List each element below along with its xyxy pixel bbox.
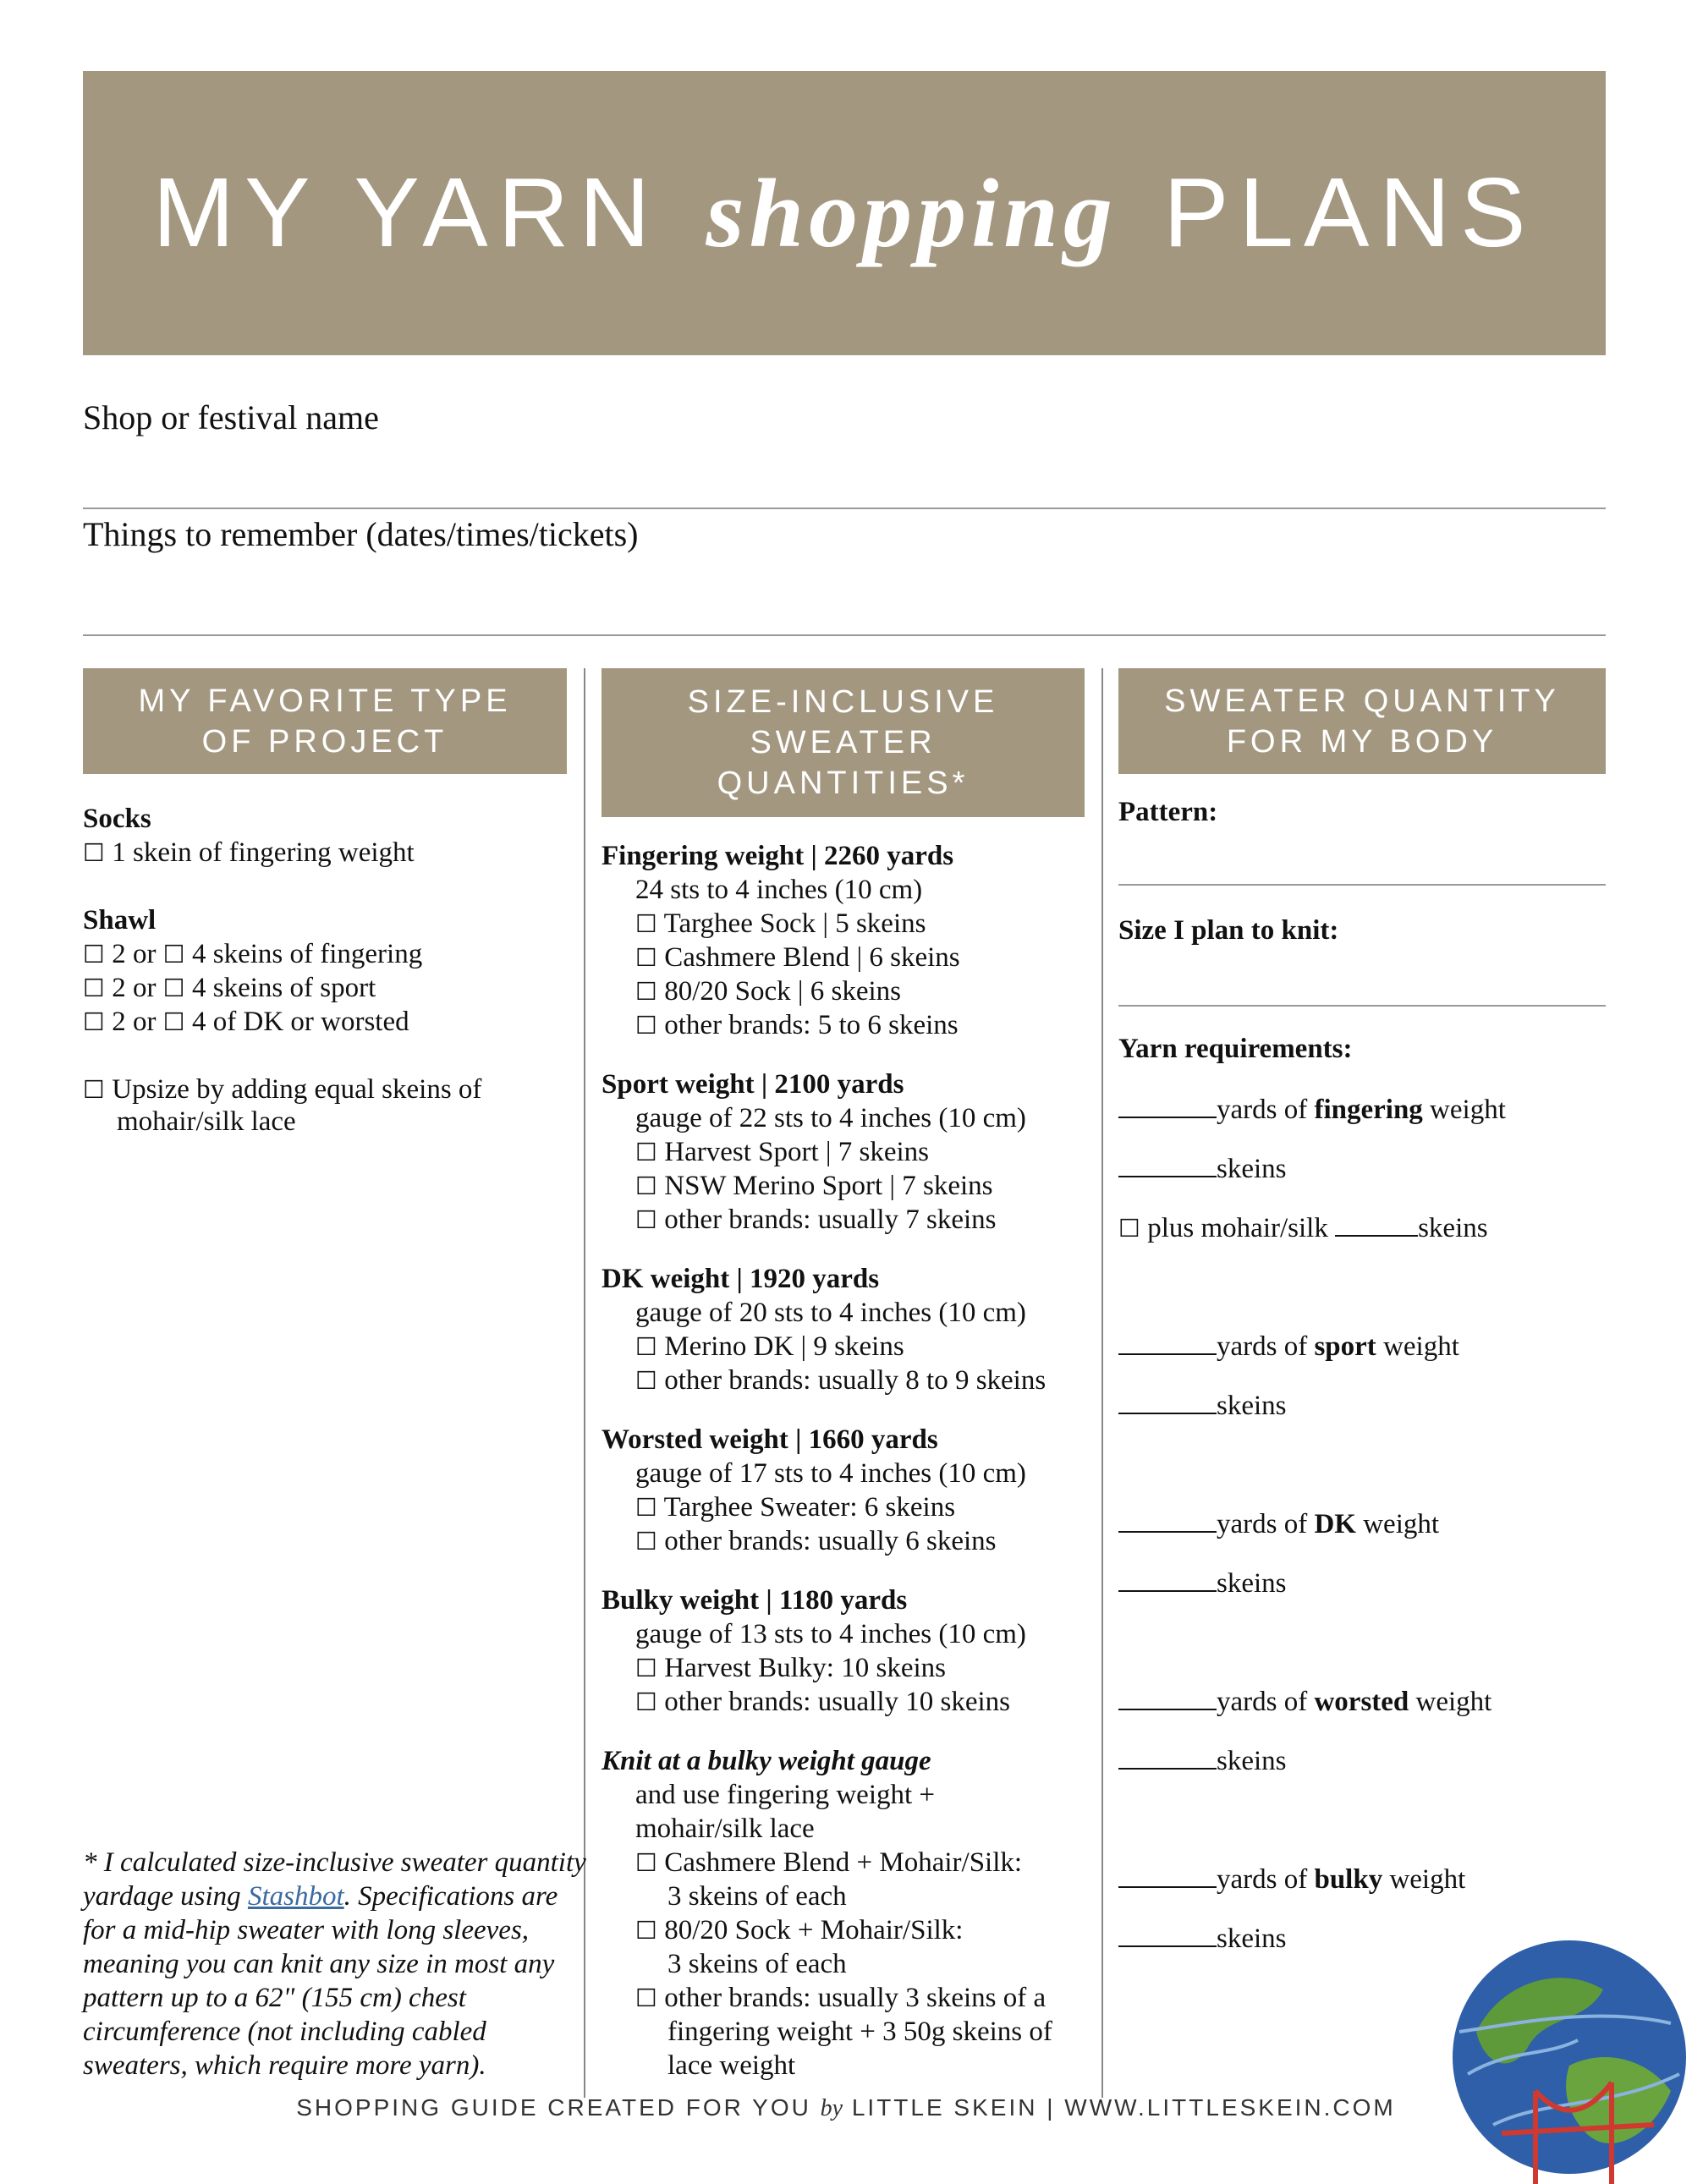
item-label: other brands: 5 to 6 skeins	[664, 1010, 959, 1040]
skeins-word: skeins	[1217, 1568, 1287, 1599]
bulky-title: Bulky weight | 1180 yards	[602, 1585, 908, 1616]
socks-option-label: 1 skein of fingering weight	[112, 837, 415, 868]
title-script-word: shopping	[706, 160, 1118, 268]
item-label-cont: lace weight	[667, 2050, 796, 2081]
size-inclusive-heading	[602, 668, 1085, 817]
shawl-title: Shawl	[83, 905, 157, 936]
yards-of-text: yards of	[1217, 1687, 1308, 1717]
weight-word: weight	[1415, 1687, 1492, 1717]
checkbox-icon[interactable]: ☐	[635, 1527, 657, 1556]
weight-name: bulky	[1314, 1864, 1383, 1895]
size-inclusive-list	[602, 839, 1052, 2082]
pattern-line[interactable]	[1118, 884, 1606, 886]
checkbox-icon[interactable]: ☐	[635, 909, 657, 938]
footnote-text-1: * I calculated size-inclusive sweater quantity yardage using	[83, 1847, 586, 1912]
bulky-item[interactable]	[602, 1685, 1052, 1719]
fingering-item[interactable]	[602, 1008, 1052, 1042]
yarn-req-label: Yarn requirements:	[1118, 1034, 1353, 1064]
fingering-gauge: 24 sts to 4 inches (10 cm)	[635, 875, 923, 905]
weight-name: sport	[1314, 1331, 1376, 1362]
checkbox-icon[interactable]: ☐	[635, 943, 657, 972]
checkbox-icon[interactable]: ☐	[162, 974, 185, 1002]
column-divider-2	[1101, 668, 1103, 2098]
checkbox-icon[interactable]: ☐	[83, 1007, 105, 1036]
item-label: other brands: usually 8 to 9 skeins	[664, 1365, 1047, 1396]
checkbox-icon[interactable]: ☐	[83, 838, 105, 867]
checkbox-icon[interactable]: ☐	[635, 1984, 657, 2012]
weight-name: worsted	[1314, 1687, 1409, 1717]
checkbox-icon[interactable]: ☐	[635, 1916, 657, 1945]
checkbox-icon[interactable]: ☐	[635, 1138, 657, 1166]
worsted-gauge: gauge of 17 sts to 4 inches (10 cm)	[635, 1458, 1026, 1489]
fingering-yards-line[interactable]	[1118, 1091, 1506, 1127]
dk-gauge: gauge of 20 sts to 4 inches (10 cm)	[635, 1298, 1026, 1328]
size-label: Size I plan to knit:	[1118, 915, 1339, 946]
weight-word: weight	[1363, 1509, 1440, 1539]
footer-by: by	[820, 2095, 843, 2121]
checkbox-icon[interactable]: ☐	[162, 1007, 185, 1036]
globe-yarn-icon	[1442, 1930, 1692, 2184]
option-text: 4 of DK or worsted	[192, 1007, 409, 1037]
page-title	[153, 156, 1536, 271]
checkbox-icon[interactable]: ☐	[83, 1075, 105, 1104]
item-label-cont: 3 skeins of each	[667, 1881, 847, 1912]
upsize-option[interactable]	[83, 1073, 481, 1106]
knit-item[interactable]	[602, 1981, 1052, 2015]
footer-text-2[interactable]: LITTLE SKEIN | WWW.LITTLESKEIN.COM	[851, 2094, 1396, 2121]
shawl-option-1[interactable]	[83, 937, 422, 971]
skeins-word: skeins	[1217, 1154, 1287, 1184]
pattern-label: Pattern:	[1118, 797, 1218, 827]
sport-gauge: gauge of 22 sts to 4 inches (10 cm)	[635, 1103, 1026, 1133]
dk-title: DK weight | 1920 yards	[602, 1264, 880, 1294]
worsted-yards-line[interactable]	[1118, 1683, 1491, 1719]
checkbox-icon[interactable]: ☐	[635, 1848, 657, 1877]
sport-skeins-line[interactable]	[1118, 1387, 1287, 1423]
shop-name-label: Shop or festival name	[83, 398, 379, 436]
option-text: 4 skeins of sport	[192, 973, 376, 1003]
knit-item[interactable]	[602, 1846, 1052, 1879]
footer-text-1: SHOPPING GUIDE CREATED FOR YOU	[296, 2094, 811, 2121]
item-label-cont: fingering weight + 3 50g skeins of	[667, 2017, 1052, 2047]
sweater-quantity-heading	[1118, 668, 1606, 774]
item-label: Harvest Sport | 7 skeins	[664, 1137, 929, 1167]
worsted-skeins-line[interactable]	[1118, 1742, 1287, 1778]
item-label: Merino DK | 9 skeins	[664, 1331, 904, 1362]
skeins-word: skeins	[1217, 1746, 1287, 1776]
title-part-2: PLANS	[1163, 157, 1536, 267]
weight-word: weight	[1383, 1331, 1459, 1362]
checkbox-icon[interactable]: ☐	[635, 1654, 657, 1682]
yards-of-text: yards of	[1217, 1864, 1308, 1895]
option-text: 2 or	[112, 1007, 157, 1037]
footer-credit	[0, 2094, 1692, 2122]
item-label: other brands: usually 7 skeins	[664, 1204, 997, 1235]
sport-item[interactable]	[602, 1169, 1052, 1203]
sport-item[interactable]	[602, 1203, 1052, 1237]
sport-title: Sport weight | 2100 yards	[602, 1069, 904, 1100]
weight-name: DK	[1314, 1509, 1356, 1539]
item-label: 80/20 Sock + Mohair/Silk:	[664, 1915, 964, 1945]
size-line[interactable]	[1118, 1005, 1606, 1007]
item-label: other brands: usually 6 skeins	[664, 1526, 997, 1556]
item-label: Harvest Bulky: 10 skeins	[664, 1653, 946, 1683]
bulky-gauge: gauge of 13 sts to 4 inches (10 cm)	[635, 1619, 1026, 1649]
checkbox-icon[interactable]: ☐	[635, 1493, 657, 1522]
favorite-project-heading	[83, 668, 567, 774]
favorite-project-heading-text: MY FAVORITE TYPE OF PROJECT	[138, 683, 512, 760]
sweater-quantity-heading-text: SWEATER QUANTITY FOR MY BODY	[1164, 683, 1560, 760]
item-label: Targhee Sock | 5 skeins	[663, 908, 926, 939]
worsted-item[interactable]	[602, 1490, 1052, 1524]
item-label: Cashmere Blend | 6 skeins	[664, 942, 960, 973]
option-text: 4 skeins of fingering	[192, 939, 423, 969]
remember-label: Things to remember (dates/times/tickets)	[83, 515, 639, 553]
fingering-item[interactable]	[602, 941, 1052, 974]
dk-item[interactable]	[602, 1364, 1052, 1397]
skeins-word: skeins	[1217, 1923, 1287, 1954]
worsted-item[interactable]	[602, 1524, 1052, 1558]
item-label: Cashmere Blend + Mohair/Silk:	[664, 1847, 1023, 1878]
checkbox-icon[interactable]: ☐	[635, 1011, 657, 1040]
footnote-text-2: . Specifications are for a mid-hip sweater with long sleeves, meaning you can knit any size in most any pattern up to a 62" (155 cm) chest circumference (not including cabled sweaters, which require more yarn).	[83, 1881, 558, 2081]
item-label: 80/20 Sock | 6 skeins	[664, 976, 902, 1007]
weight-word: weight	[1430, 1095, 1506, 1125]
checkbox-icon[interactable]: ☐	[83, 974, 105, 1002]
fingering-item[interactable]	[602, 907, 1052, 941]
checkbox-icon[interactable]: ☐	[1118, 1214, 1140, 1243]
checkbox-icon[interactable]: ☐	[635, 1687, 657, 1716]
skeins-word: skeins	[1418, 1213, 1488, 1243]
checkbox-icon[interactable]: ☐	[635, 977, 657, 1006]
weight-name: fingering	[1314, 1095, 1423, 1125]
knit-line: mohair/silk lace	[635, 1814, 815, 1844]
checkbox-icon[interactable]: ☐	[635, 1332, 657, 1361]
upsize-text: Upsize by adding equal skeins of	[112, 1074, 482, 1105]
knit-line: and use fingering weight +	[635, 1780, 936, 1810]
fingering-skeins-line[interactable]	[1118, 1150, 1287, 1186]
footnote	[83, 1846, 591, 2082]
title-part-1: MY YARN	[152, 157, 661, 267]
worsted-title: Worsted weight | 1660 yards	[602, 1424, 938, 1455]
upsize-text-2: mohair/silk lace	[117, 1106, 296, 1137]
item-label: NSW Merino Sport | 7 skeins	[664, 1171, 993, 1201]
checkbox-icon[interactable]: ☐	[635, 1366, 657, 1395]
item-label: other brands: usually 3 skeins of a	[664, 1983, 1047, 2013]
checkbox-icon[interactable]: ☐	[83, 940, 105, 969]
weight-word: weight	[1389, 1864, 1466, 1895]
skeins-word: skeins	[1217, 1391, 1287, 1421]
item-label-cont: 3 skeins of each	[667, 1949, 847, 1979]
dk-yards-line[interactable]	[1118, 1506, 1439, 1541]
checkbox-icon[interactable]: ☐	[635, 1172, 657, 1200]
shawl-option-3[interactable]	[83, 1005, 409, 1039]
sport-yards-line[interactable]	[1118, 1328, 1459, 1364]
item-label: other brands: usually 10 skeins	[664, 1687, 1011, 1717]
knit-item[interactable]	[602, 1913, 1052, 1947]
title-banner	[83, 71, 1606, 355]
dk-item[interactable]	[602, 1330, 1052, 1364]
bulky-skeins-line[interactable]	[1118, 1920, 1287, 1956]
yards-of-text: yards of	[1217, 1509, 1308, 1539]
option-text: 2 or	[112, 973, 157, 1003]
checkbox-icon[interactable]: ☐	[635, 1205, 657, 1234]
plus-mohair-text: plus mohair/silk	[1147, 1213, 1328, 1243]
fingering-title: Fingering weight | 2260 yards	[602, 841, 954, 871]
remember-line[interactable]	[83, 634, 1606, 636]
size-inclusive-heading-text: SIZE-INCLUSIVE SWEATER QUANTITIES*	[687, 684, 999, 801]
socks-option[interactable]	[83, 836, 415, 870]
yards-of-text: yards of	[1217, 1331, 1308, 1362]
plus-mohair-option[interactable]	[1118, 1210, 1488, 1245]
shawl-option-2[interactable]	[83, 971, 376, 1005]
stashbot-link[interactable]: Stashbot	[247, 1881, 344, 1912]
option-text: 2 or	[112, 939, 157, 969]
sport-item[interactable]	[602, 1135, 1052, 1169]
bulky-yards-line[interactable]	[1118, 1861, 1465, 1896]
yards-of-text: yards of	[1217, 1095, 1308, 1125]
fingering-item[interactable]	[602, 974, 1052, 1008]
socks-title: Socks	[83, 804, 151, 834]
item-label: Targhee Sweater: 6 skeins	[663, 1492, 956, 1523]
knit-bulky-title: Knit at a bulky weight gauge	[602, 1746, 931, 1776]
dk-skeins-line[interactable]	[1118, 1565, 1287, 1600]
checkbox-icon[interactable]: ☐	[162, 940, 185, 969]
shop-name-line[interactable]	[83, 508, 1606, 509]
bulky-item[interactable]	[602, 1651, 1052, 1685]
